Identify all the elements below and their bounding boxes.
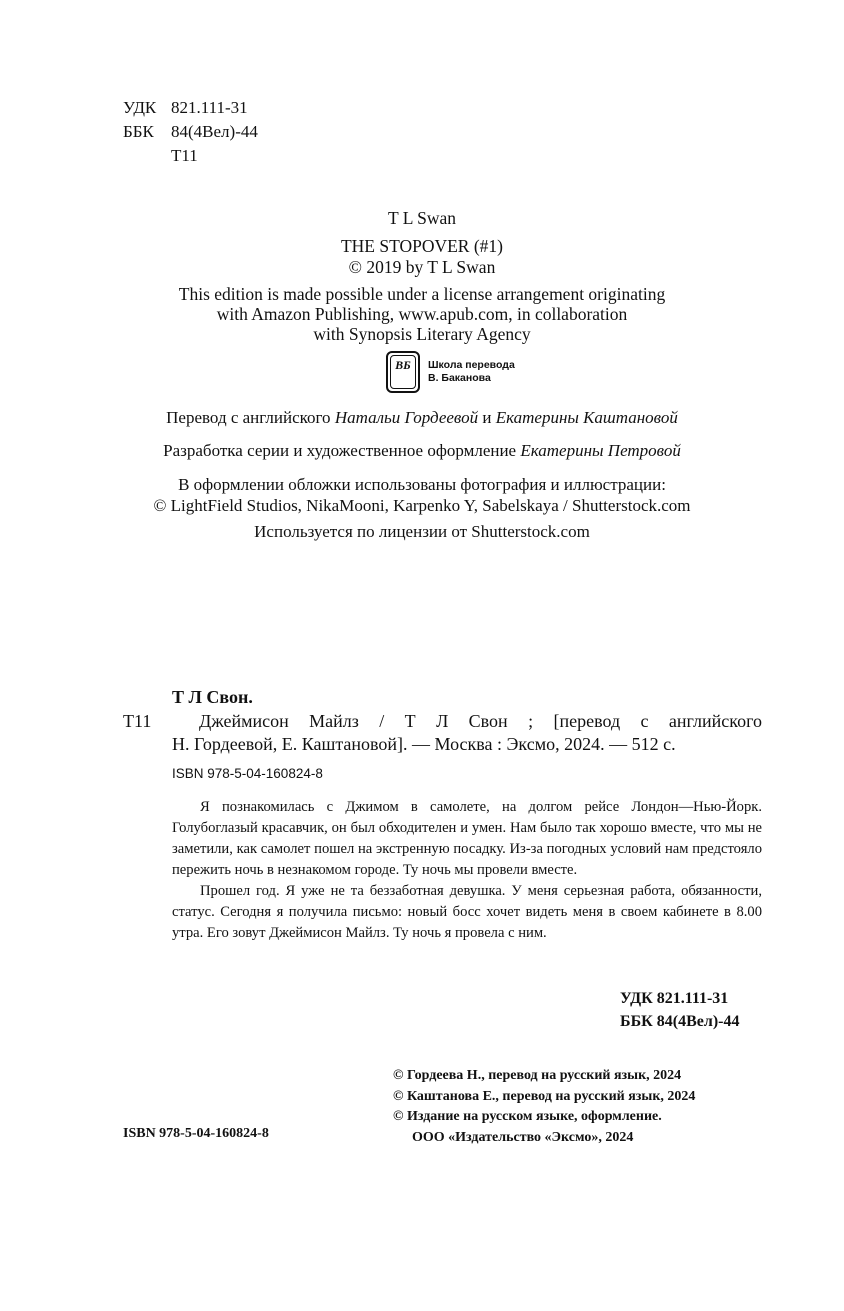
copyright-line-4: ООО «Издательство «Эксмо», 2024 <box>412 1129 634 1145</box>
udk-label: УДК <box>123 98 157 117</box>
biblio-isbn: ISBN 978-5-04-160824-8 <box>172 766 323 781</box>
copyright-block <box>393 1066 695 1148</box>
license-line-3: with Synopsis Literary Agency <box>313 324 531 344</box>
copyright-line-1: © Гордеева Н., перевод на русский язык, 2024 <box>393 1068 682 1083</box>
original-copyright: © 2019 by T L Swan <box>348 257 496 277</box>
designer: Екатерины Петровой <box>520 441 681 460</box>
author-mark: Т11 <box>171 146 198 165</box>
bottom-isbn: ISBN 978-5-04-160824-8 <box>123 1126 269 1141</box>
design-credit: Разработка серии и художественное оформление Екатерины Петровой <box>163 441 681 460</box>
logo-mark-icon: ВБ <box>386 351 420 393</box>
bbk-label: ББК <box>123 122 154 141</box>
translation-school-logo <box>386 351 515 393</box>
biblio-line-1: Джеймисон Майлз / Т Л Свон ; [перевод с английского <box>199 711 762 731</box>
translation-credit: Перевод с английского Натальи Гордеевой и Екатерины Каштановой <box>166 408 678 427</box>
annotation <box>172 797 762 944</box>
annotation-paragraph-2: Прошел год. Я уже не та беззаботная девушка. У меня серьезная работа, обязанности, статус. Сегодня я получила письмо: новый босс хочет видеть меня в своем кабинете в 8.00 утра. Его зовут Джеймисон Майлз. Ту ночь я провела с ним. <box>172 883 762 941</box>
license-line-1: This edition is made possible under a license arrangement originating <box>178 284 666 304</box>
translator-1: Натальи Гордеевой <box>334 408 479 427</box>
biblio-mark: Т11 <box>123 711 152 731</box>
photo-credit-line-3: Используется по лицензии от Shutterstock.com <box>254 522 590 541</box>
bbk-value: 84(4Вел)-44 <box>171 122 258 141</box>
spacer <box>123 144 171 168</box>
bottom-codes <box>620 987 740 1033</box>
original-title: THE STOPOVER (#1) <box>340 236 504 256</box>
classification-codes <box>123 96 258 168</box>
udk-value: 821.111-31 <box>171 98 248 117</box>
copyright-line-3: © Издание на русском языке, оформление. <box>393 1109 662 1124</box>
original-author: T L Swan <box>387 208 457 228</box>
biblio-line-2: Н. Гордеевой, Е. Каштановой]. — Москва : Эксмо, 2024. — 512 с. <box>172 734 676 754</box>
annotation-paragraph-1: Я познакомилась с Джимом в самолете, на долгом рейсе Лондон—Нью-Йорк. Голубоглазый красавчик, он был обходителен и умен. Нам было так хорошо вместе, что мы не заметили, как самолет пошел на экстренную посадку. Из-за погодных условий нам предстояло пережить ночь в незнакомом городе. Ту ночь мы провели вместе. <box>172 799 762 878</box>
biblio-heading: Т Л Свон. <box>172 687 253 707</box>
photo-credit-line-1: В оформлении обложки использованы фотография и иллюстрации: <box>178 475 666 494</box>
logo-text: Школа перевода В. Баканова <box>428 359 515 384</box>
license-line-2: with Amazon Publishing, www.apub.com, in collaboration <box>216 304 628 324</box>
bottom-udk: УДК 821.111-31 <box>620 990 729 1007</box>
copyright-line-2: © Каштанова Е., перевод на русский язык, 2024 <box>393 1088 696 1104</box>
translator-2: Екатерины Каштановой <box>495 408 678 427</box>
photo-credit-line-2: © LightField Studios, NikaMooni, Karpenko Y, Sabelskaya / Shutterstock.com <box>153 496 691 515</box>
bottom-bbk: ББК 84(4Вел)-44 <box>620 1013 740 1030</box>
